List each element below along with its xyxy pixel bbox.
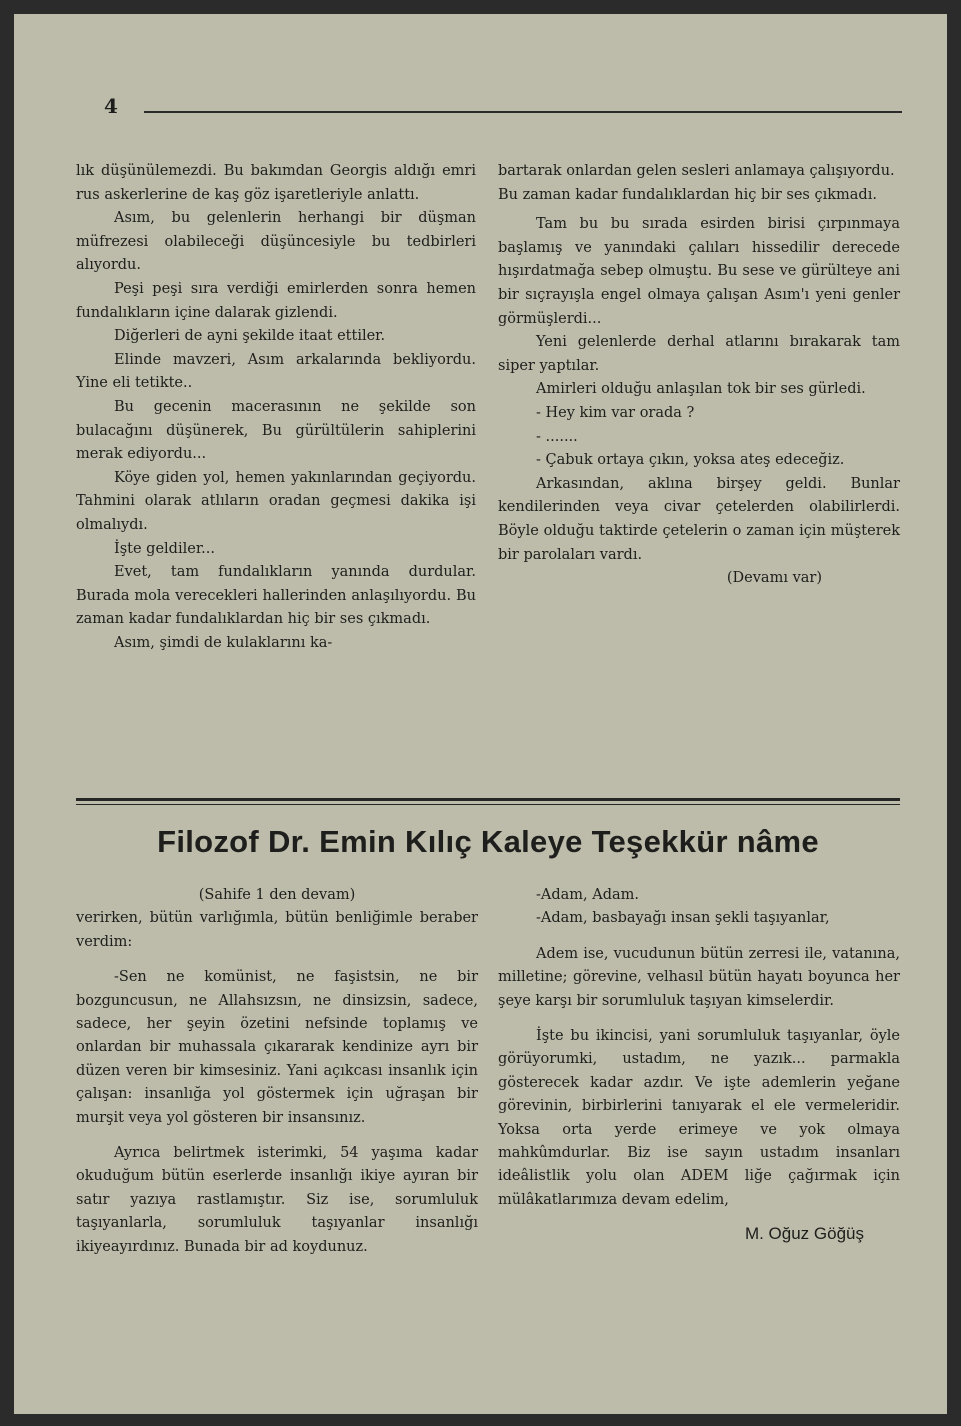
serial-paragraph: Arkasından, aklına birşey geldi. Bunlar kendilerinden veya civar çetelerden olabilirlerdi. Böyle olduğu taktirde çetelerin o zaman için müşterek bir parolaları vardı. <box>498 475 900 563</box>
serial-paragraph: Evet, tam fundalıkların yanında durdular. Burada mola verecekleri hallerinden anlaşılıyordu. Bu zaman kadar fundalıklardan hiç bir ses çıkmadı. <box>76 564 476 628</box>
article-paragraph: İşte bu ikincisi, yani sorumluluk taşıyanlar, öyle görüyorumki, ustadım, ne yazık... parmakla gösterecek kadar azdır. Ve işte ademlerin yeğane görevinin, birbirlerini tanıyarak el ele vermeleridir. Yoksa orta yerde erimeye ve yok olmaya mahkûmdurlar. Biz ise sayın ustadım insanları ideâlistlik yolu olan ADEM liğe çağırmak için mülâkatlarımıza devam edelim, <box>498 1028 900 1208</box>
dialogue-line: - Çabuk ortaya çıkın, yoksa ateş edeceğiz. <box>536 452 845 469</box>
newspaper-page <box>14 14 947 1414</box>
dialogue-line: - Hey kim var orada ? <box>536 404 695 421</box>
serial-paragraph: Yeni gelenlerde derhal atlarını bırakarak tam siper yaptılar. <box>498 334 900 374</box>
continued-note: (Devamı var) <box>726 570 822 587</box>
article-title: Filozof Dr. Emin Kılıç Kaleye Teşekkür nâme <box>157 824 819 859</box>
serial-paragraph: bartarak onlardan gelen sesleri anlamaya çalışıyordu. <box>498 163 895 179</box>
serial-paragraph: Asım, şimdi de kulaklarını ka- <box>114 634 333 651</box>
section-divider <box>76 798 900 801</box>
article-paragraph: Ayrıca belirtmek isterimki, 54 yaşıma kadar okuduğum bütün eserlerde insanlığı ikiye ayıran bir satır yazıya rastlamıştır. Siz ise, sorumluluk taşıyanlarla, sorumluluk taşıyanlar insanlığı ikiyeayırdınız. Bunada bir ad koydunuz. <box>76 1145 478 1255</box>
serial-paragraph: Asım, bu gelenlerin herhangi bir düşman müfrezesi olabileceği düşüncesiyle bu tedbirleri alıyordu. <box>76 210 476 274</box>
article-paragraph: -Sen ne komünist, ne faşistsin, ne bir bozguncusun, ne Allahsızsın, ne dinsizsin, sadece, sadece, her şeyin özetini nefsinde toplamış ve onlardan bir muhassala çıkararak kendinize ayrı bir düzen veren bir kimsesiniz. Yani açıkcası insanlık için çalışan: insanlığa yol göstermek için uğraşan bir murşit veya yol gösteren bir insansınız. <box>76 969 478 1126</box>
serial-paragraph: Peşi peşi sıra verdiği emirlerden sonra hemen fundalıkların içine dalarak gizlendi. <box>76 280 476 321</box>
serial-paragraph: Bu gecenin macerasının ne şekilde son bulacağını düşünerek, Bu gürültülerin sahiplerini merak ediyordu... <box>76 398 476 463</box>
section-divider-thin <box>76 804 900 805</box>
serial-paragraph: Diğerleri de ayni şekilde itaat ettiler. <box>114 328 386 345</box>
serial-paragraph: Bu zaman kadar fundalıklardan hiç bir ses çıkmadı. <box>498 186 877 203</box>
serial-paragraph: Elinde mavzeri, Asım arkalarında bekliyordu. Yine eli tetikte.. <box>76 351 476 392</box>
header-rule <box>144 111 902 113</box>
serial-paragraph: Köye giden yol, hemen yakınlarından geçiyordu. Tahmini olarak atlıların oradan geçmesi dakika işi olmalıydı. <box>76 469 476 533</box>
page-number: 4 <box>104 94 118 118</box>
article-left-column <box>76 884 478 1259</box>
dialogue-line: - ....... <box>536 428 578 445</box>
article-right-column <box>498 884 900 1246</box>
serial-left-column <box>76 160 476 655</box>
serial-right-column <box>498 160 900 591</box>
serial-paragraph: Amirleri olduğu anlaşılan tok bir ses gürledi. <box>536 381 866 398</box>
page-header <box>92 94 902 118</box>
author-signature: M. Oğuz Göğüş <box>744 1224 864 1244</box>
article-paragraph: -Adam, basbayağı insan şekli taşıyanlar, <box>536 910 830 927</box>
page-reference: (Sahife 1 den devam) <box>198 887 356 903</box>
article-paragraph: verirken, bütün varlığımla, bütün benliğimle beraber verdim: <box>76 910 478 950</box>
article-paragraph: -Adam, Adam. <box>536 887 640 903</box>
serial-paragraph: İşte geldiler... <box>114 540 215 557</box>
serial-paragraph: lık düşünülemezdi. Bu bakımdan Georgis aldığı emri rus askerlerine de kaş göz işaretleriyle anlattı. <box>76 163 476 203</box>
article-paragraph: Adem ise, vucudunun bütün zerresi ile, vatanına, milletine; görevine, velhasıl bütün hayatı boyunca her şeye karşı bir sorumluluk taşıyan kimselerdir. <box>498 945 900 1009</box>
serial-paragraph: Tam bu bu sırada esirden birisi çırpınmaya başlamış ve yanındaki çalıları hissedilir derecede hışırdatmağa sebep olmuştu. Bu sese ve gürülteye ani bir sıçrayışla engel olmaya çalışan Asım'ı yeni genler görmüşlerdi... <box>498 216 900 327</box>
